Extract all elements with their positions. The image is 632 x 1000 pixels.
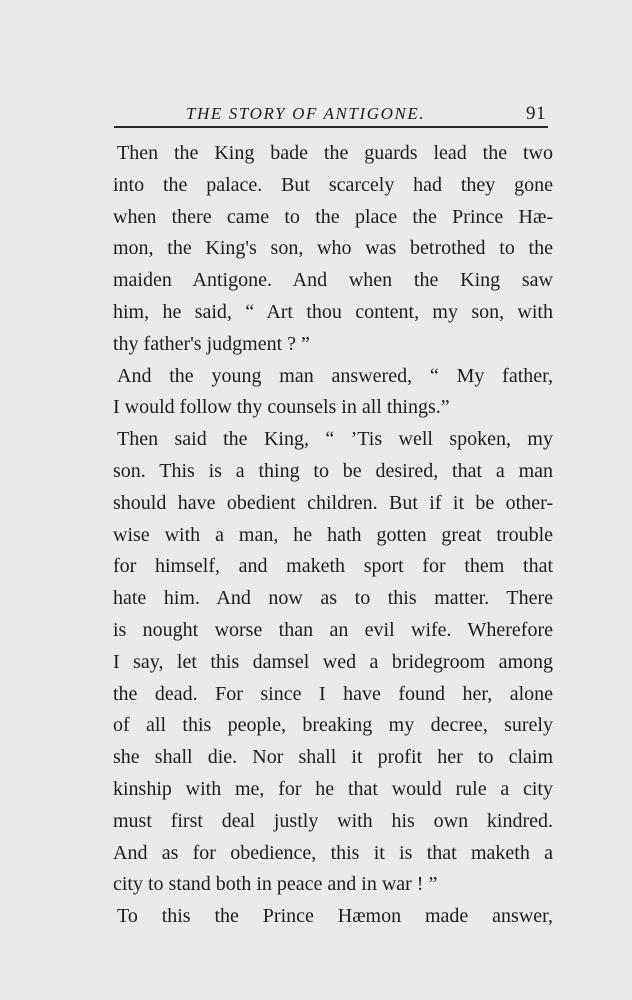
text-line: I say, let this damsel wed a bridegroom among — [113, 650, 553, 673]
text-line: Then the King bade the guards lead the two — [117, 142, 553, 164]
page-header — [114, 96, 548, 128]
text-line: into the palace. But scarcely had they gone — [113, 173, 553, 196]
text-line: I would follow thy counsels in all things.” — [113, 396, 450, 419]
text-line: wise with a man, he hath gotten great trouble — [113, 523, 553, 546]
text-line: kinship with me, for he that would rule a city — [113, 777, 553, 800]
text-line: hate him. And now as to this matter. There — [113, 587, 553, 610]
text-line: the dead. For since I have found her, alone — [113, 682, 553, 705]
text-line: son. This is a thing to be desired, that a man — [113, 459, 553, 482]
text-line: him, he said, “ Art thou content, my son, with — [113, 300, 553, 323]
text-line: city to stand both in peace and in war ! ” — [113, 873, 438, 896]
text-line: of all this people, breaking my decree, surely — [113, 714, 553, 737]
text-line: thy father's judgment ? ” — [113, 332, 310, 355]
header-rule — [114, 126, 548, 128]
text-line: she shall die. Nor shall it profit her to claim — [113, 746, 553, 769]
text-line: Then said the King, “ ’Tis well spoken, my — [117, 428, 553, 451]
text-line: And as for obedience, this it is that maketh a — [113, 841, 553, 864]
text-line: To this the Prince Hæmon made answer, — [117, 905, 553, 928]
text-line: maiden Antigone. And when the King saw — [113, 269, 553, 292]
text-line: when there came to the place the Prince Hæ- — [113, 205, 553, 228]
text-line: should have obedient children. But if it be other- — [113, 491, 553, 514]
running-title: THE STORY OF ANTIGONE. — [186, 104, 426, 123]
text-line: must first deal justly with his own kindred. — [113, 809, 553, 832]
text-line: is nought worse than an evil wife. Wherefore — [113, 618, 553, 641]
text-line: for himself, and maketh sport for them that — [113, 555, 553, 578]
body-text — [113, 138, 553, 933]
text-line: And the young man answered, “ My father, — [117, 364, 553, 387]
text-line: mon, the King's son, who was betrothed to the — [113, 237, 553, 260]
page-number: 91 — [526, 103, 546, 124]
